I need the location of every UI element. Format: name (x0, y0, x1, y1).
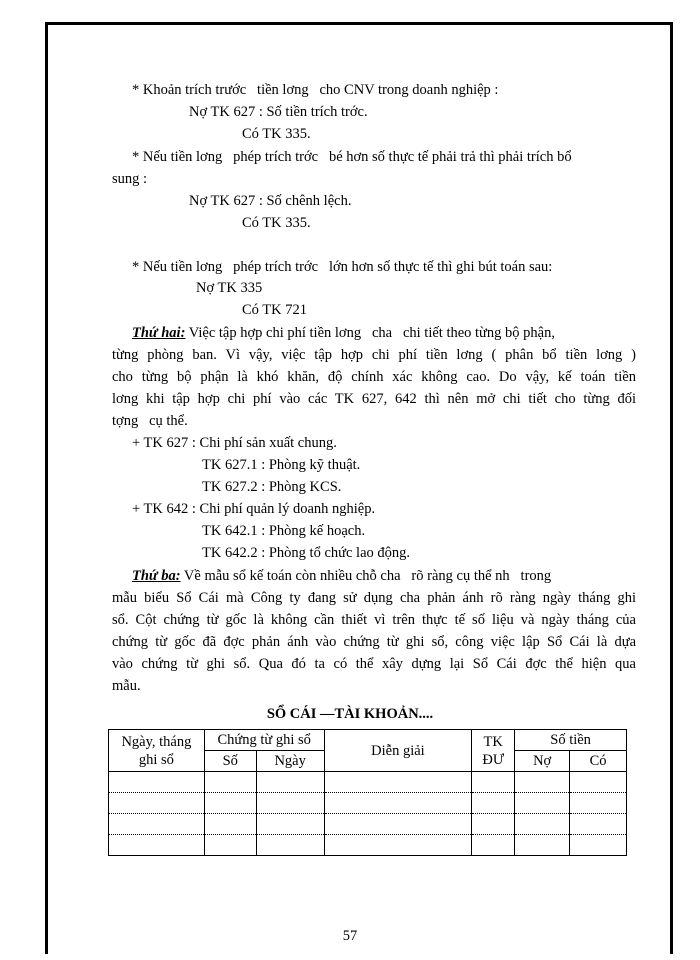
header-contra-account: TK ĐƯ (472, 730, 515, 772)
header-credit: Có (570, 751, 627, 772)
para2-line-1: Thứ hai: Việc tập hợp chi phí tiền lơng cha chi tiết theo từng bộ phận, (132, 325, 555, 341)
para2-line-4: lơng khi tập hợp chi phí vào các TK 627, 642 thì nên mở chi tiết cho từng đối (112, 391, 636, 407)
para2-label: Thứ hai: (132, 325, 186, 341)
account-line-2: TK 627.1 : Phòng kỹ thuật. (202, 457, 361, 473)
header-debit: Nợ (515, 751, 570, 772)
line-2: Nợ TK 627 : Số tiền trích trớc. (189, 104, 368, 120)
para3-line-4: chứng từ gốc đã đợc phản ánh vào chứng từ ghi sổ, công việc lập Sổ Cái là dựa (112, 634, 636, 650)
header-voucher-date: Ngày (256, 751, 324, 772)
ledger-table (108, 729, 627, 856)
line-8: * Nếu tiền lơng phép trích trớc lớn hơn số thực tế thì ghi bút toán sau: (132, 259, 553, 275)
account-line-1: + TK 627 : Chi phí sản xuất chung. (132, 435, 337, 451)
header-description: Diễn giải (324, 730, 472, 772)
line-10: Có TK 721 (242, 302, 307, 318)
table-row (109, 772, 627, 793)
account-line-4: + TK 642 : Chi phí quản lý doanh nghiệp. (132, 501, 376, 517)
line-9: Nợ TK 335 (196, 280, 263, 296)
line-3: Có TK 335. (242, 126, 311, 142)
para3-line-2: mẫu biểu Sổ Cái mà Công ty đang sử dụng cha phản ánh rõ ràng ngày tháng ghi (112, 590, 636, 606)
para3-label: Thứ ba: (132, 568, 181, 584)
header-voucher: Chứng từ ghi sổ (204, 730, 324, 751)
account-line-5: TK 642.1 : Phòng kế hoạch. (202, 523, 366, 539)
para3-line-3: sổ. Cột chứng từ gốc là không cần thiết vì trên thực tế số liệu và ngày tháng của (112, 612, 636, 628)
line-4: * Nếu tiền lơng phép trích trớc bé hơn số thực tế phải trả thì phải trích bổ (132, 149, 572, 165)
header-voucher-no: Số (204, 751, 256, 772)
line-5: sung : (112, 171, 148, 187)
account-line-3: TK 627.2 : Phòng KCS. (202, 479, 342, 495)
line-1: * Khoản trích trước tiền lơng cho CNV trong doanh nghiệp : (132, 82, 499, 98)
header-date: Ngày, tháng ghi sổ (109, 730, 205, 772)
ledger-title: SỔ CÁI —TÀI KHOẢN.... (266, 706, 434, 722)
table-row (109, 793, 627, 814)
para3-line-6: mẫu. (112, 678, 141, 694)
line-7: Có TK 335. (242, 215, 311, 231)
para2-line-3: cho từng bộ phận là khó khăn, độ chính xác không cao. Do vậy, kế toán tiền (112, 369, 636, 385)
para2-line-2: từng phòng ban. Vì vậy, việc tập hợp chi phí tiền lơng ( phân bổ tiền lơng ) (112, 347, 636, 363)
header-amount: Số tiền (515, 730, 627, 751)
para2-line-5: tợng cụ thể. (112, 413, 188, 429)
page-number: 57 (342, 928, 358, 944)
account-line-6: TK 642.2 : Phòng tổ chức lao động. (202, 545, 411, 561)
para3-line-5: vào chứng từ ghi sổ. Qua đó ta có thể xây dựng lại Sổ Cái đợc thể hiện qua (112, 656, 636, 672)
table-row (109, 814, 627, 835)
line-6: Nợ TK 627 : Số chênh lệch. (189, 193, 352, 209)
para3-line-1: Thứ ba: Về mẫu sổ kế toán còn nhiều chỗ cha rõ ràng cụ thể nh trong (132, 568, 552, 584)
table-row (109, 835, 627, 856)
